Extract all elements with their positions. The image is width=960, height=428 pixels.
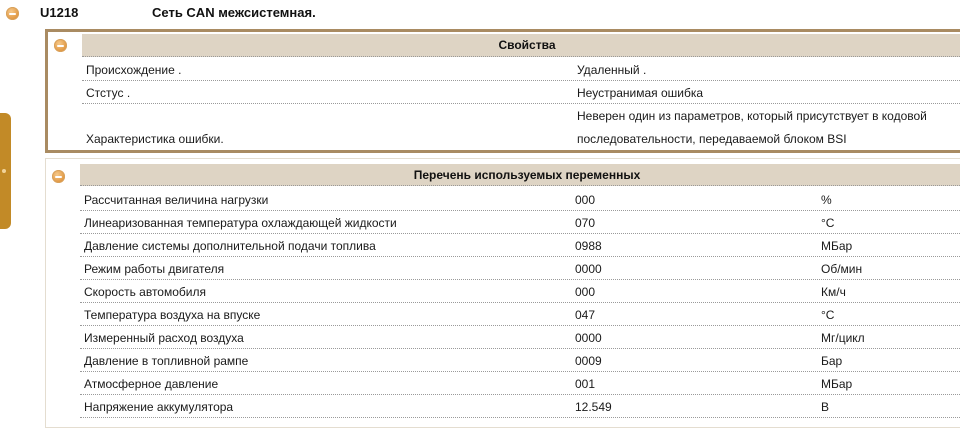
variable-name: Измеренный расход воздуха: [84, 331, 244, 345]
fault-header: [0, 4, 960, 22]
variable-name: Атмосферное давление: [84, 377, 219, 391]
property-row: [82, 104, 960, 150]
variable-name: Рассчитанная величина нагрузки: [84, 193, 269, 207]
variable-unit: %: [821, 193, 832, 207]
fault-code: U1218: [40, 5, 79, 20]
property-value: Неустранимая ошибка: [577, 86, 704, 100]
property-name: Происхождение .: [86, 63, 182, 77]
variable-name: Режим работы двигателя: [84, 262, 225, 276]
variable-name: Линеаризованная температура охлаждающей жидкости: [84, 216, 397, 230]
variable-unit: Мг/цикл: [821, 331, 865, 345]
variable-row: [80, 280, 960, 303]
property-value: Неверен один из параметров, который присутствует в кодовой: [577, 109, 927, 123]
property-row: [82, 81, 960, 104]
collapse-icon[interactable]: [52, 170, 65, 183]
variable-name: Давление в топливной рампе: [84, 354, 249, 368]
variable-value: 000: [575, 193, 596, 207]
variable-row: [80, 395, 960, 418]
variable-row: [80, 234, 960, 257]
variable-value: 000: [575, 285, 596, 299]
fault-title: Сеть CAN межсистемная.: [152, 5, 316, 20]
property-row: [82, 58, 960, 81]
property-value: Удаленный .: [577, 63, 647, 77]
variable-name: Скорость автомобиля: [84, 285, 206, 299]
variable-row: [80, 188, 960, 211]
collapse-icon[interactable]: [54, 39, 67, 52]
variable-value: 12.549: [575, 400, 612, 414]
side-panel-tab[interactable]: [0, 113, 11, 229]
variable-unit: °C: [821, 216, 835, 230]
property-value: последовательности, передаваемой блоком BSI: [577, 132, 847, 146]
variable-name: Давление системы дополнительной подачи топлива: [84, 239, 376, 253]
variable-value: 0000: [575, 331, 602, 345]
variable-row: [80, 257, 960, 280]
variable-value: 0988: [575, 239, 602, 253]
variable-unit: B: [821, 400, 830, 414]
variables-panel: [45, 158, 960, 428]
variable-name: Температура воздуха на впуске: [84, 308, 261, 322]
property-name: Характеристика ошибки.: [86, 132, 224, 146]
variable-row: [80, 349, 960, 372]
variable-unit: МБар: [821, 377, 853, 391]
property-name: Стстус .: [86, 86, 131, 100]
variable-unit: Об/мин: [821, 262, 863, 276]
variable-unit: Бар: [821, 354, 843, 368]
properties-header: Свойства: [82, 34, 960, 57]
variable-unit: °C: [821, 308, 835, 322]
variable-row: [80, 326, 960, 349]
variable-value: 070: [575, 216, 596, 230]
variable-value: 0000: [575, 262, 602, 276]
variable-row: [80, 211, 960, 234]
variables-header: Перечень используемых переменных: [80, 164, 960, 186]
collapse-icon[interactable]: [6, 7, 19, 20]
variable-row: [80, 303, 960, 326]
variable-row: [80, 372, 960, 395]
variable-value: 047: [575, 308, 596, 322]
variable-name: Напряжение аккумулятора: [84, 400, 234, 414]
variable-unit: МБар: [821, 239, 853, 253]
variable-value: 001: [575, 377, 596, 391]
variable-unit: Км/ч: [821, 285, 846, 299]
variable-value: 0009: [575, 354, 602, 368]
properties-panel: [45, 29, 960, 153]
